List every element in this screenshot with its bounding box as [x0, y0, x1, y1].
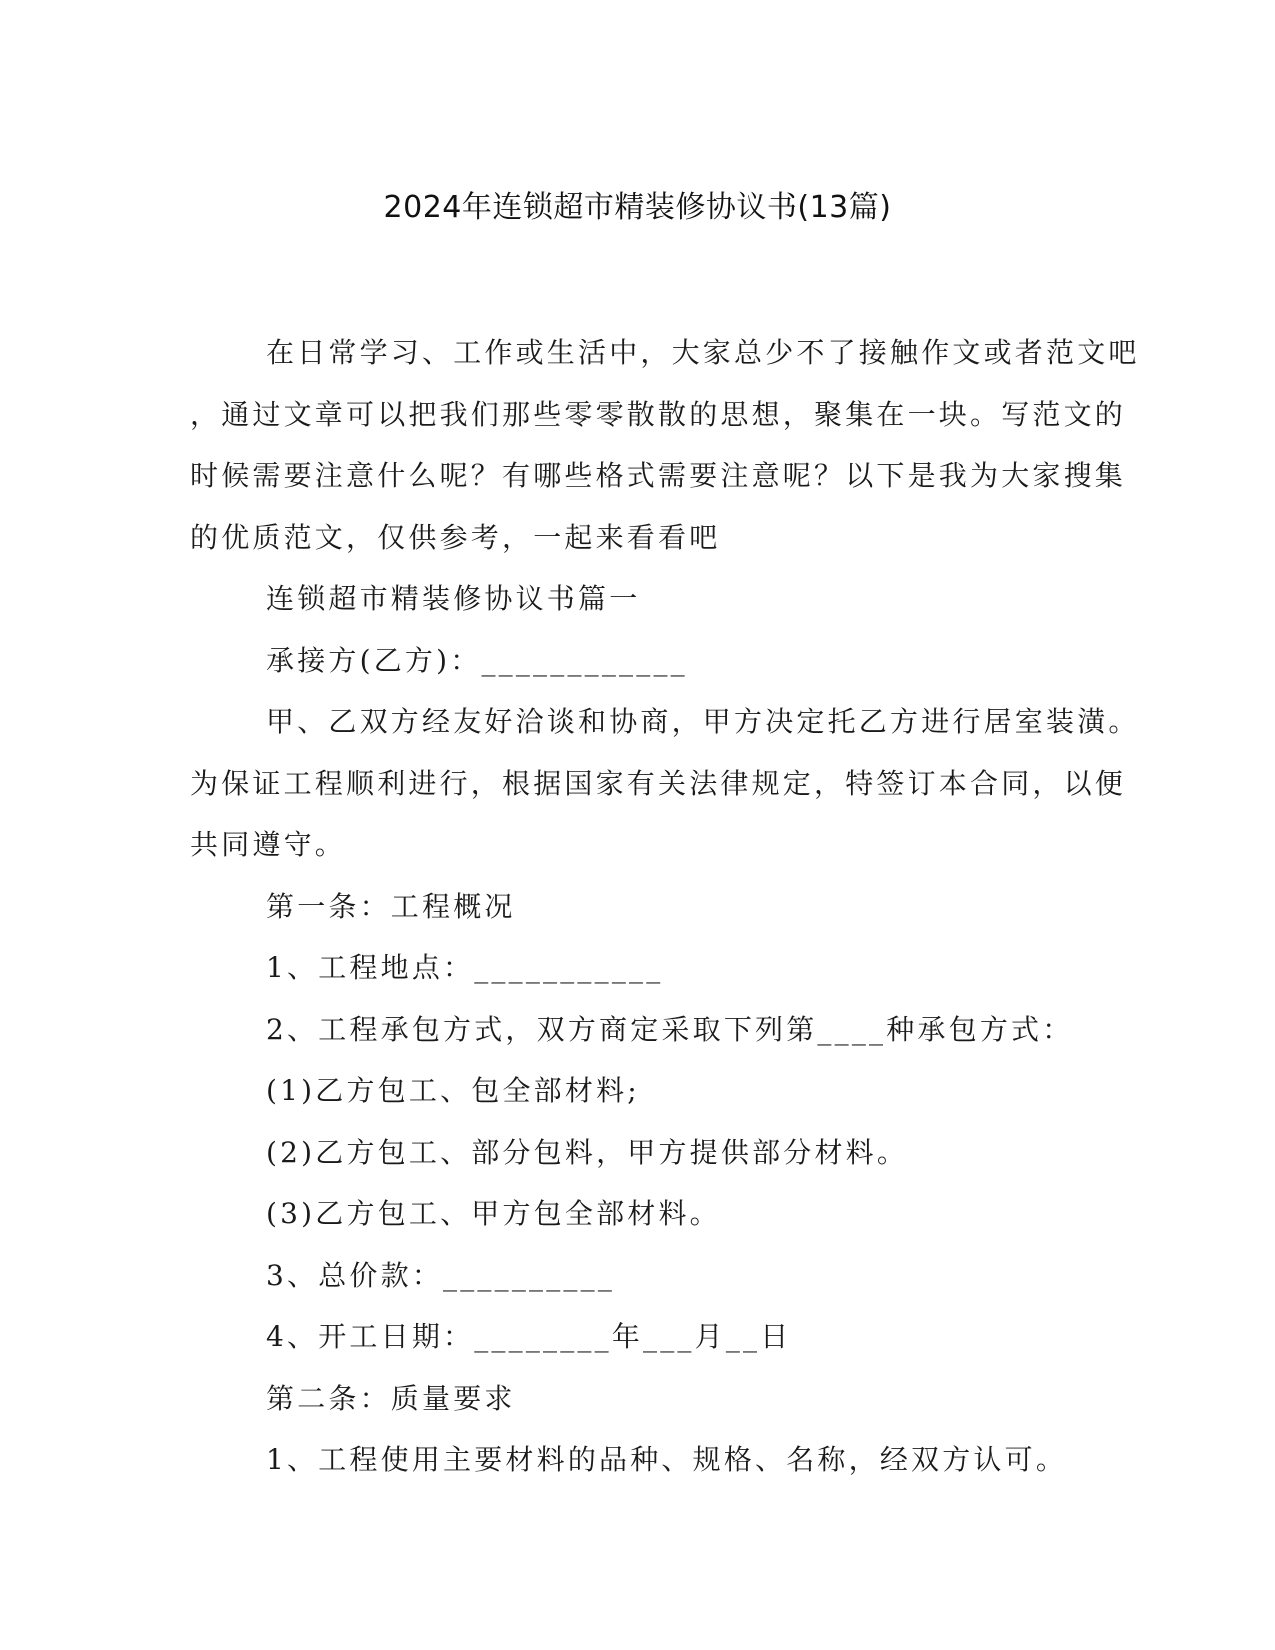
intro-line-1: 在日常学习、工作或生活中，大家总少不了接触作文或者范文吧: [266, 336, 1140, 369]
article-1-item: 1、工程地点：___________: [266, 951, 664, 984]
article-2-title: 第二条：质量要求: [266, 1381, 516, 1415]
preamble-line-1: 甲、乙双方经友好洽谈和协商，甲方决定托乙方进行居室装潢。: [266, 705, 1140, 738]
document-body: [190, 322, 1140, 1491]
preamble-line-2: 为保证工程顺利进行，根据国家有关法律规定，特签订本合同，以便: [190, 766, 1127, 800]
article-1-item: 4、开工日期：________年___月__日: [266, 1320, 792, 1353]
article-1-item: (1)乙方包工、包全部材料;: [266, 1074, 640, 1107]
document-title: 2024年连锁超市精装修协议书(13篇): [383, 190, 892, 225]
article-1-title: 第一条：工程概况: [266, 889, 516, 923]
article-1-item: 2、工程承包方式，双方商定采取下列第____种承包方式：: [266, 1012, 1074, 1046]
section-title: 连锁超市精装修协议书篇一: [266, 582, 641, 615]
article-2-item: 1、工程使用主要材料的品种、规格、名称，经双方认可。: [266, 1443, 1068, 1476]
preamble-line-3: 共同遵守。: [190, 828, 347, 861]
article-1-item: (3)乙方包工、甲方包全部材料。: [266, 1197, 721, 1230]
article-1-item: (2)乙方包工、部分包料，甲方提供部分材料。: [266, 1135, 909, 1169]
intro-line-4: 的优质范文，仅供参考，一起来看看吧: [190, 520, 721, 554]
article-1-item: 3、总价款：__________: [266, 1258, 616, 1292]
intro-line-2: ，通过文章可以把我们那些零零散散的思想，聚集在一块。写范文的: [190, 397, 1127, 431]
intro-line-3: 时候需要注意什么呢？有哪些格式需要注意呢？以下是我为大家搜集: [190, 459, 1127, 492]
party-b-line: 承接方(乙方)：____________: [266, 643, 688, 677]
